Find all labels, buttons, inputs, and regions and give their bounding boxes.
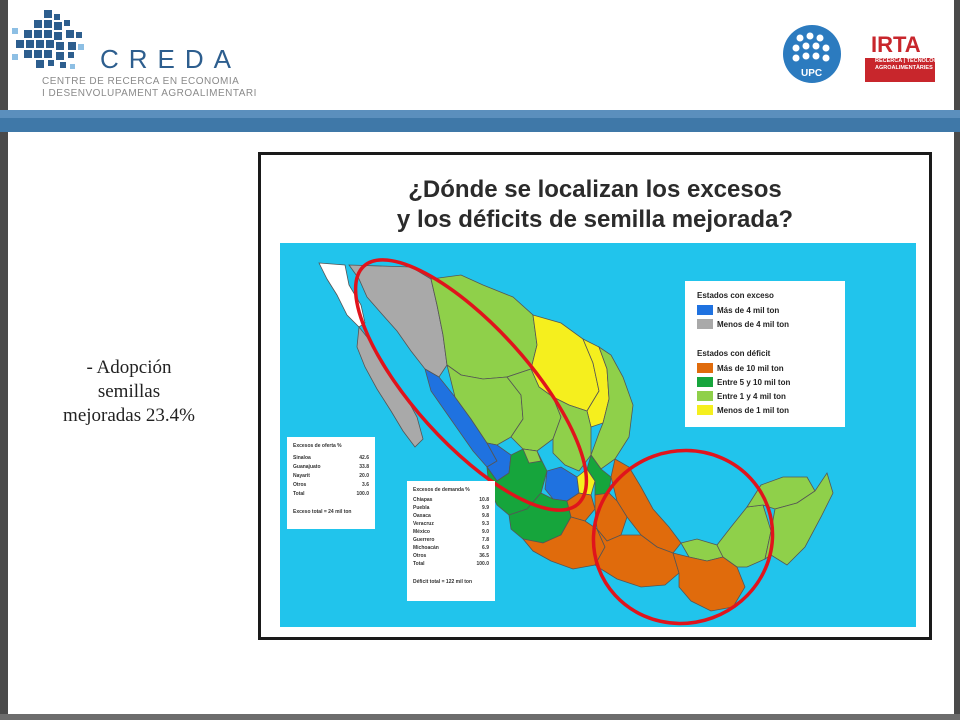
row-name: Michoacán — [413, 545, 439, 551]
legend-swatch-blue — [697, 305, 713, 315]
supply-excess-table — [287, 437, 375, 529]
table-row — [413, 537, 489, 543]
supply-table-header: Excesos de oferta % — [293, 443, 342, 449]
table-row — [293, 482, 369, 488]
state-campeche — [717, 505, 771, 567]
row-name: Chiapas — [413, 497, 433, 503]
row-value: 100.0 — [476, 561, 489, 567]
row-value: 7.8 — [482, 537, 489, 543]
state-guanajuato — [545, 467, 579, 501]
demand-table-header: Excesos de demanda % — [413, 487, 470, 493]
legend-label: Entre 5 y 10 mil ton — [717, 377, 791, 387]
row-value: 36.5 — [479, 553, 489, 559]
row-name: Guanajuato — [293, 464, 321, 470]
table-row — [413, 529, 489, 535]
demand-table-footer: Déficit total = 122 mil ton — [413, 579, 473, 585]
row-value: 9.3 — [482, 521, 489, 527]
row-value: 9.8 — [482, 513, 489, 519]
legend-swatch-orange — [697, 363, 713, 373]
creda-logo-text: CREDA — [100, 44, 242, 74]
row-name: Sinaloa — [293, 455, 311, 461]
legend-swatch-green — [697, 377, 713, 387]
legend-item — [697, 391, 786, 401]
row-name: Otros — [413, 553, 427, 559]
slide-frame-right — [954, 0, 960, 720]
row-value: 9.0 — [482, 529, 489, 535]
row-value: 42.6 — [359, 455, 369, 461]
adoption-text — [24, 356, 234, 428]
legend-label: Menos de 1 mil ton — [717, 405, 790, 415]
table-row — [413, 505, 489, 511]
table-row — [293, 455, 369, 461]
row-value: 6.9 — [482, 545, 489, 551]
legend-swatch-gray — [697, 319, 713, 329]
row-name: México — [413, 529, 430, 535]
legend-swatch-light-green — [697, 391, 713, 401]
row-value: 20.0 — [359, 473, 369, 479]
row-value: 9.9 — [482, 505, 489, 511]
legend-item — [697, 377, 790, 387]
table-row — [293, 473, 369, 479]
slide-frame-bottom — [0, 714, 960, 720]
table-row — [293, 464, 369, 470]
table-row — [413, 553, 489, 559]
creda-subtitle-line2: I DESENVOLUPAMENT AGROALIMENTARI — [42, 88, 257, 99]
map-title-line1: ¿Dónde se localizan los excesos — [408, 176, 782, 203]
creda-subtitle — [42, 76, 257, 100]
table-row — [413, 497, 489, 503]
table-row — [413, 513, 489, 519]
row-value: 3.6 — [362, 482, 369, 488]
row-name: Veracruz — [413, 521, 434, 527]
legend-label: Más de 4 mil ton — [717, 305, 780, 315]
supply-table-footer: Exceso total = 24 mil ton — [293, 509, 352, 515]
row-name: Nayarit — [293, 473, 310, 479]
header-blue-band — [0, 110, 960, 132]
map-title-line2: y los déficits de semilla mejorada? — [396, 206, 794, 233]
table-row — [413, 521, 489, 527]
row-name: Total — [293, 491, 305, 497]
row-name: Total — [413, 561, 425, 567]
table-row — [413, 545, 489, 551]
legend-item — [697, 319, 789, 329]
legend-item — [697, 305, 779, 315]
legend-label: Entre 1 y 4 mil ton — [717, 391, 786, 401]
slide-header — [8, 0, 954, 110]
legend-item — [697, 405, 789, 415]
demand-excess-table — [407, 481, 495, 601]
legend-item — [697, 363, 784, 373]
irta-subtitle-line2: AGROALIMENTÀRIES — [875, 65, 933, 71]
row-name: Otros — [293, 482, 307, 488]
adoption-line1: - Adopción — [86, 357, 172, 378]
row-name: Oaxaca — [413, 513, 431, 519]
row-value: 33.8 — [359, 464, 369, 470]
row-name: Puebla — [413, 505, 430, 511]
creda-logo-icon — [8, 6, 108, 78]
table-row — [413, 561, 489, 567]
map-figure — [258, 152, 932, 640]
legend-excess-header: Estados con exceso — [697, 291, 774, 300]
legend-label: Más de 10 mil ton — [717, 363, 784, 373]
adoption-line3: mejoradas 23.4% — [63, 405, 195, 426]
state-chihuahua — [431, 275, 537, 379]
upc-logo-text: UPC — [801, 68, 823, 79]
table-row — [293, 491, 369, 497]
adoption-line2: semillas — [97, 381, 161, 402]
map-legend — [685, 281, 845, 427]
irta-subtitle-line1: RECERCA | TECNOLOGIA — [875, 58, 944, 64]
legend-deficit-header: Estados con déficit — [697, 349, 771, 358]
row-name: Guerrero — [413, 537, 435, 543]
irta-logo-text: IRTA — [871, 32, 921, 57]
row-value: 10.8 — [479, 497, 489, 503]
slide-frame-left — [0, 0, 8, 720]
legend-label: Menos de 4 mil ton — [717, 319, 790, 329]
legend-swatch-yellow — [697, 405, 713, 415]
creda-subtitle-line1: CENTRE DE RECERCA EN ECONOMIA — [42, 76, 240, 87]
row-value: 100.0 — [356, 491, 369, 497]
irta-subtitle — [875, 58, 943, 72]
